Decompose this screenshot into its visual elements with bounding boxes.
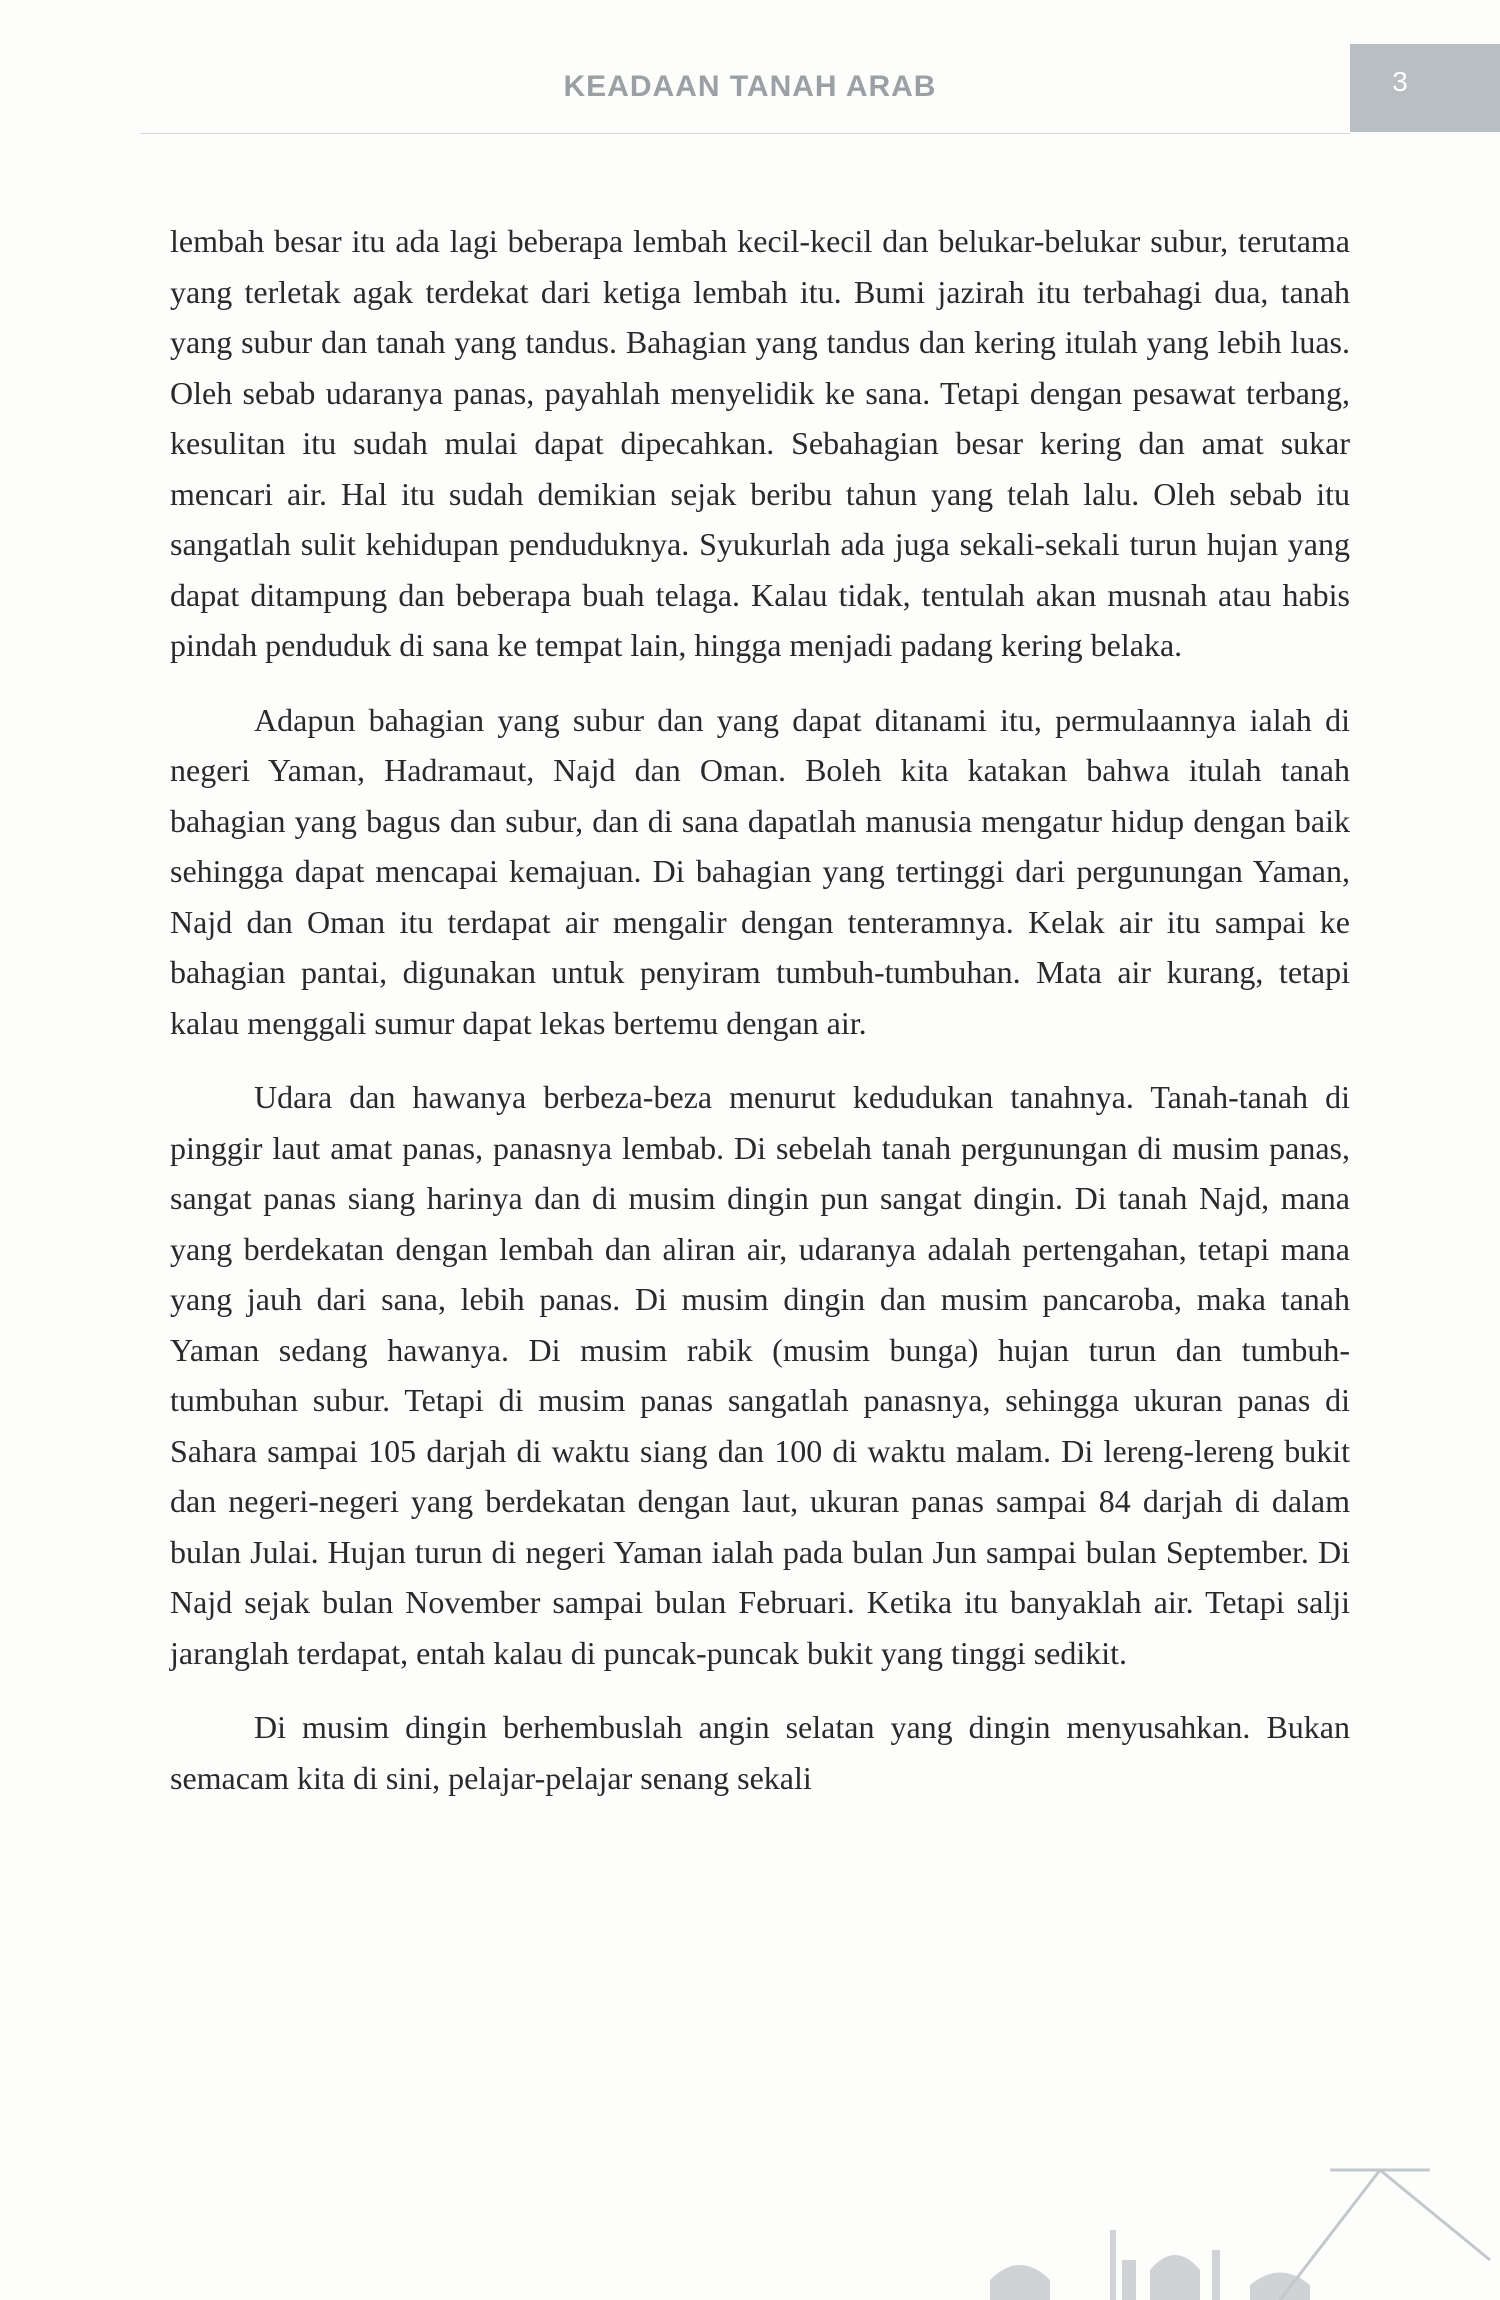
body-text [170, 216, 1350, 1827]
paragraph-4: Di musim dingin berhembuslah angin selatan yang dingin menyusahkan. Bukan semacam kita di sini, pelajar-pelajar senang sekali [170, 1709, 1350, 1796]
paragraph-1: lembah besar itu ada lagi beberapa lembah kecil-kecil dan belukar-belukar subur, terutama yang terletak agak terdekat dari ketiga lembah itu. Bumi jazirah itu terbahagi dua, tanah yang subur dan tanah yang tandus. Bahagian yang tandus dan kering itulah yang lebih luas. Oleh sebab udaranya panas, payahlah menyelidik ke sana. Tetapi dengan pesawat terbang, kesulitan itu sudah mulai dapat dipecahkan. Sebahagian besar kering dan amat sukar mencari air. Hal itu sudah demikian sejak beribu tahun yang telah lalu. Oleh sebab itu sangatlah sulit kehidupan penduduknya. Syukurlah ada juga sekali-sekali turun hujan yang dapat ditampung dan beberapa buah telaga. Kalau tidak, tentulah akan musnah atau habis pindah penduduk di sana ke tempat lain, hingga menjadi padang kering belaka. [170, 223, 1350, 663]
header-divider [140, 133, 1350, 134]
paragraph-3: Udara dan hawanya berbeza-beza menurut kedudukan tanahnya. Tanah-tanah di pinggir laut amat panas, panasnya lembab. Di sebelah tanah pergunungan di musim panas, sangat panas siang harinya dan di musim dingin pun sangat dingin. Di tanah Najd, mana yang berdekatan dengan lembah dan aliran air, udaranya adalah pertengahan, tetapi mana yang jauh dari sana, lebih panas. Di musim dingin dan musim pancaroba, maka tanah Yaman sedang hawanya. Di musim rabik (musim bunga) hujan turun dan tumbuh-tumbuhan subur. Tetapi di musim panas sangatlah panasnya, sehingga ukuran panas di Sahara sampai 105 darjah di waktu siang dan 100 di waktu malam. Di lereng-lereng bukit dan negeri-negeri yang berdekatan dengan laut, ukuran panas sampai 84 darjah di dalam bulan Julai. Hujan turun di negeri Yaman ialah pada bulan Jun sampai bulan September. Di Najd sejak bulan November sampai bulan Februari. Ketika itu banyaklah air. Tetapi salji jaranglah terdapat, entah kalau di puncak-puncak bukit yang tinggi sedikit. [170, 1079, 1350, 1671]
page-number: 3 [1392, 66, 1408, 97]
running-header: KEADAAN TANAH ARAB [563, 70, 937, 103]
mosque-silhouette-decoration [950, 2110, 1500, 2300]
paragraph-2: Adapun bahagian yang subur dan yang dapat ditanami itu, permulaannya ialah di negeri Yaman, Hadramaut, Najd dan Oman. Boleh kita katakan bahwa itulah tanah bahagian yang bagus dan subur, dan di sana dapatlah manusia mengatur hidup dengan baik sehingga dapat mencapai kemajuan. Di bahagian yang tertinggi dari pergunungan Yaman, Najd dan Oman itu terdapat air mengalir dengan tenteramnya. Kelak air itu sampai ke bahagian pantai, digunakan untuk penyiram tumbuh-tumbuhan. Mata air kurang, tetapi kalau menggali sumur dapat lekas bertemu dengan air. [170, 701, 1350, 1041]
